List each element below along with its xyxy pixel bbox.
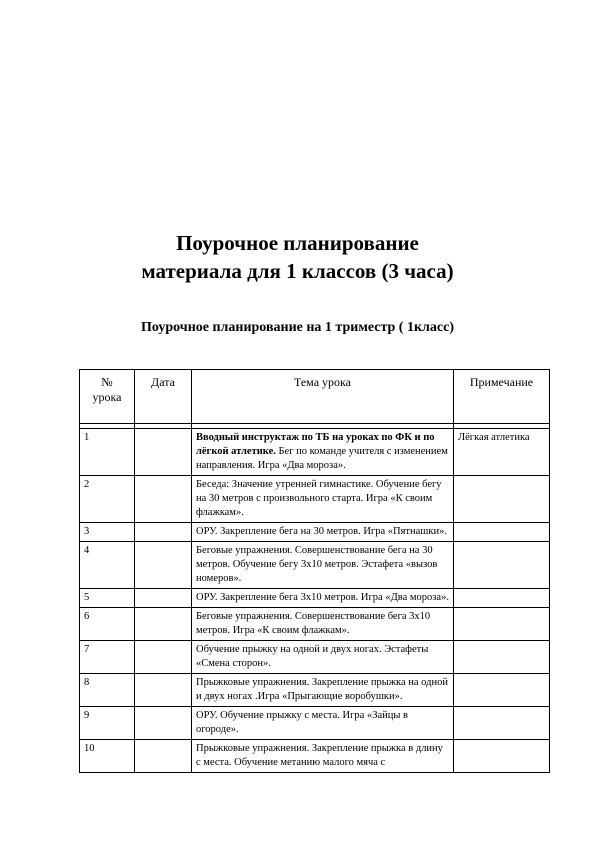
table-row [80,608,550,641]
document-subtitle: Поурочное планирование на 1 триместр ( 1класс) [141,320,454,335]
table-row [80,476,550,523]
header-lesson-word: урока [92,390,122,404]
lesson-number: 4 [80,542,135,589]
lesson-note [454,608,550,641]
table-row [80,542,550,589]
lesson-date [135,542,192,589]
lesson-number: 10 [80,740,135,773]
lesson-date [135,589,192,608]
lesson-topic: ОРУ. Закрепление бега 3х10 метров. Игра «Два мороза». [192,589,454,608]
lesson-topic: Беговые упражнения. Совершенствование бега 3х10 метров. Игра «К своим флажкам». [192,608,454,641]
lesson-note [454,476,550,523]
table-row [80,707,550,740]
lesson-date [135,608,192,641]
lesson-topic: ОРУ. Обучение прыжку с места. Игра «Зайцы в огороде». [192,707,454,740]
header-date: Дата [135,370,192,424]
table-row [80,674,550,707]
lesson-date [135,674,192,707]
lesson-note [454,740,550,773]
lesson-note [454,674,550,707]
lesson-topic: Беседа: Значение утренней гимнастике. Обучение бегу на 30 метров с произвольного старта. Игра «К своим флажкам». [192,476,454,523]
lesson-number: 5 [80,589,135,608]
title-line-1: Поурочное планирование [176,231,419,255]
lesson-topic: Обучение прыжку на одной и двух ногах. Эстафеты «Смена сторон». [192,641,454,674]
lesson-topic-text: Бег по команде учителя с изменением направления. Игра «Два мороза». [196,446,448,471]
lesson-topic-bold: Вводный инструктаж по ТБ на уроках по ФК и по лёгкой атлетике. [196,432,435,457]
lesson-date [135,641,192,674]
lesson-note [454,707,550,740]
lesson-number: 7 [80,641,135,674]
lesson-number: 8 [80,674,135,707]
table-row [80,641,550,674]
lesson-number: 6 [80,608,135,641]
lesson-topic: Прыжковые упражнения. Закрепление прыжка на одной и двух ногах .Игра «Прыгающие воробушки». [192,674,454,707]
lesson-number: 2 [80,476,135,523]
lesson-date [135,740,192,773]
lesson-number: 1 [80,429,135,476]
lesson-topic: ОРУ. Закрепление бега на 30 метров. Игра «Пятнашки». [192,523,454,542]
lesson-date [135,429,192,476]
table-header-row [80,370,550,424]
lesson-date [135,476,192,523]
header-topic: Тема урока [192,370,454,424]
document-title [0,229,595,285]
lesson-topic: Беговые упражнения. Совершенствование бега на 30 метров. Обучение бегу 3х10 метров. Эстафета «вызов номеров». [192,542,454,589]
header-note: Примечание [454,370,550,424]
table-row [80,429,550,476]
lesson-date [135,707,192,740]
lesson-date [135,523,192,542]
header-number-sign: № [101,375,113,389]
lesson-number: 3 [80,523,135,542]
lesson-note: Лёгкая атлетика [454,429,550,476]
lesson-topic: Прыжковые упражнения. Закрепление прыжка в длину с места. Обучение метанию малого мяча с [192,740,454,773]
lesson-note [454,589,550,608]
lesson-number: 9 [80,707,135,740]
lesson-plan-table [79,369,550,773]
lesson-note [454,641,550,674]
table-row [80,740,550,773]
header-lesson-number [80,370,135,424]
table-row [80,589,550,608]
lesson-note [454,523,550,542]
lesson-note [454,542,550,589]
table-row [80,523,550,542]
lesson-topic [192,429,454,476]
title-line-2: материала для 1 классов (3 часа) [141,259,454,283]
